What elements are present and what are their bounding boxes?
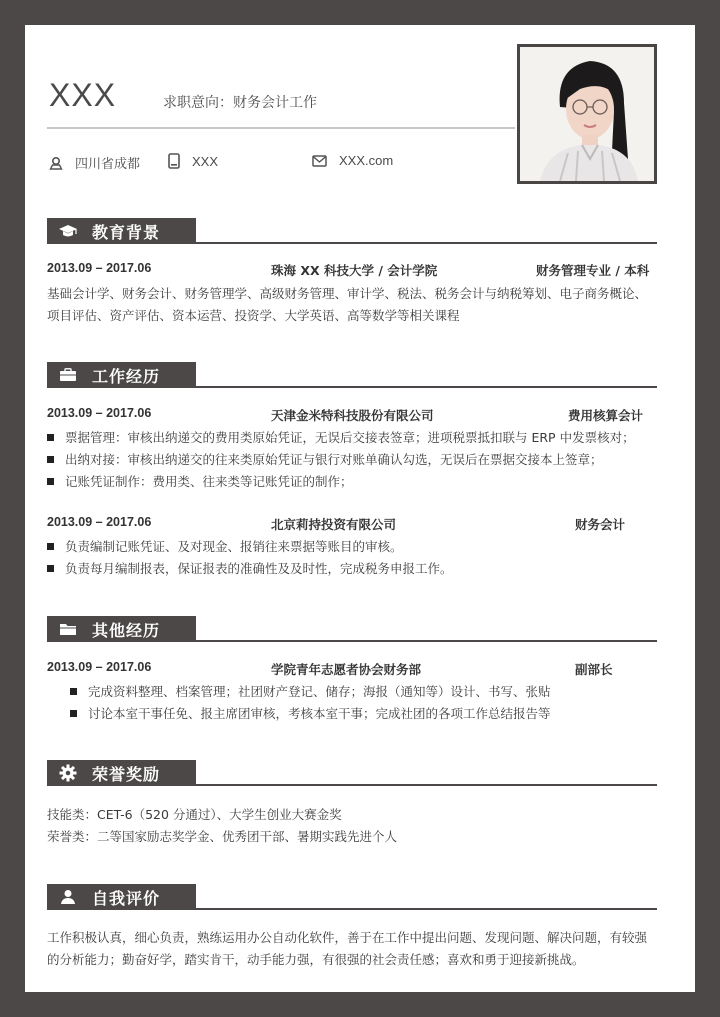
job-duty-text: 出纳对接：审核出纳递交的往来类原始凭证与银行对账单确认勾选，无误后在票据交接本上签章； (65, 452, 603, 467)
section-rule (196, 908, 657, 910)
person-icon (58, 888, 78, 906)
job-duty-text: 记账凭证制作：费用类、往来类等记账凭证的制作； (65, 474, 353, 489)
job-duty-item (47, 472, 353, 490)
bullet-square-icon (47, 543, 54, 550)
job-duty-text: 负责编制记账凭证、及对现金、报销往来票据等账目的审核。 (65, 539, 403, 554)
honors-skills: 技能类：CET-6（520 分通过）、大学生创业大赛金奖 (47, 807, 342, 822)
job-company: 天津金米特科技股份有限公司 (271, 408, 434, 423)
other-duty-text: 讨论本室干事任免、报主席团审核，考核本室干事；完成社团的各项工作总结报告等 (88, 706, 551, 721)
briefcase-icon (58, 366, 78, 384)
section-education (47, 218, 657, 244)
contact-location (49, 153, 140, 172)
portrait-image (520, 47, 654, 181)
education-courses-line1: 基础会计学、财务会计、财务管理学、高级财务管理、审计学、税法、税务会计与纳税筹划、电子商务概论、 (47, 286, 648, 301)
phone-icon (168, 153, 180, 169)
resume-page (25, 25, 695, 992)
profile-photo (517, 44, 657, 184)
section-title-bar (47, 760, 196, 786)
section-title-bar (47, 218, 196, 244)
other-role: 副部长 (575, 662, 613, 677)
header-divider (47, 127, 515, 129)
phone-text: XXX (192, 153, 219, 169)
location-icon (49, 156, 63, 170)
section-title-bar (47, 616, 196, 642)
section-self (47, 884, 657, 910)
bullet-square-icon (70, 710, 77, 717)
graduation-cap-icon (58, 222, 78, 240)
other-duty-item (70, 682, 551, 700)
section-title: 荣誉奖励 (92, 764, 161, 784)
section-title: 工作经历 (92, 366, 161, 386)
section-rule (196, 242, 657, 244)
job-duty-item (47, 428, 635, 446)
contact-phone (168, 153, 218, 169)
bullet-square-icon (70, 688, 77, 695)
bullet-square-icon (47, 456, 54, 463)
contact-email (312, 153, 393, 168)
bullet-square-icon (47, 565, 54, 572)
section-rule (196, 386, 657, 388)
section-title: 教育背景 (92, 222, 161, 242)
section-title: 自我评价 (92, 888, 161, 908)
section-title-bar (47, 362, 196, 388)
job-company: 北京莉持投资有限公司 (271, 517, 397, 532)
section-work (47, 362, 657, 388)
section-rule (196, 784, 657, 786)
self-eval-line1: 工作积极认真，细心负责，熟练运用办公自动化软件，善于在工作中提出问题、发现问题、解决问题，有较强 (47, 930, 648, 945)
honors-awards: 荣誉类：二等国家励志奖学金、优秀团干部、暑期实践先进个人 (47, 829, 398, 844)
gear-icon (58, 764, 78, 782)
candidate-name: XXX (49, 77, 117, 113)
section-honors (47, 760, 657, 786)
other-org: 学院青年志愿者协会财务部 (271, 662, 422, 677)
other-duty-item (70, 704, 551, 722)
self-eval-line2: 的分析能力；勤奋好学，踏实肯干，动手能力强，有很强的社会责任感；喜欢和勇于迎接新挑战。 (47, 952, 585, 967)
education-courses-line2: 项目评估、资产评估、资本运营、投资学、大学英语、高等数学等相关课程 (47, 308, 460, 323)
job-date: 2013.09 – 2017.06 (47, 515, 152, 529)
folder-icon (58, 620, 78, 638)
education-major: 财务管理专业 / 本科 (536, 263, 650, 278)
education-date: 2013.09 – 2017.06 (47, 261, 152, 275)
education-school: 珠海 XX 科技大学 / 会计学院 (271, 263, 438, 278)
job-duty-item (47, 450, 603, 468)
job-duty-text: 负责每月编制报表，保证报表的准确性及及时性，完成税务申报工作。 (65, 561, 453, 576)
job-role: 费用核算会计 (568, 408, 644, 423)
section-title-bar (47, 884, 196, 910)
section-title: 其他经历 (92, 620, 161, 640)
bullet-square-icon (47, 434, 54, 441)
other-date: 2013.09 – 2017.06 (47, 660, 152, 674)
job-role: 财务会计 (575, 517, 626, 532)
job-intent: 求职意向：财务会计工作 (163, 95, 317, 111)
job-date: 2013.09 – 2017.06 (47, 406, 152, 420)
other-duty-text: 完成资料整理、档案管理；社团财产登记、储存；海报（通知等）设计、书写、张贴 (88, 684, 551, 699)
bullet-square-icon (47, 478, 54, 485)
mail-icon (312, 155, 327, 167)
location-text: 四川省成都 (75, 157, 141, 172)
job-duty-text: 票据管理：审核出纳递交的费用类原始凭证，无误后交接表签章；进项税票抵扣联与 ERP 中发票核对； (65, 430, 635, 445)
job-duty-item (47, 537, 403, 555)
section-other (47, 616, 657, 642)
job-duty-item (47, 559, 453, 577)
section-rule (196, 640, 657, 642)
email-text: XXX.com (339, 153, 394, 168)
